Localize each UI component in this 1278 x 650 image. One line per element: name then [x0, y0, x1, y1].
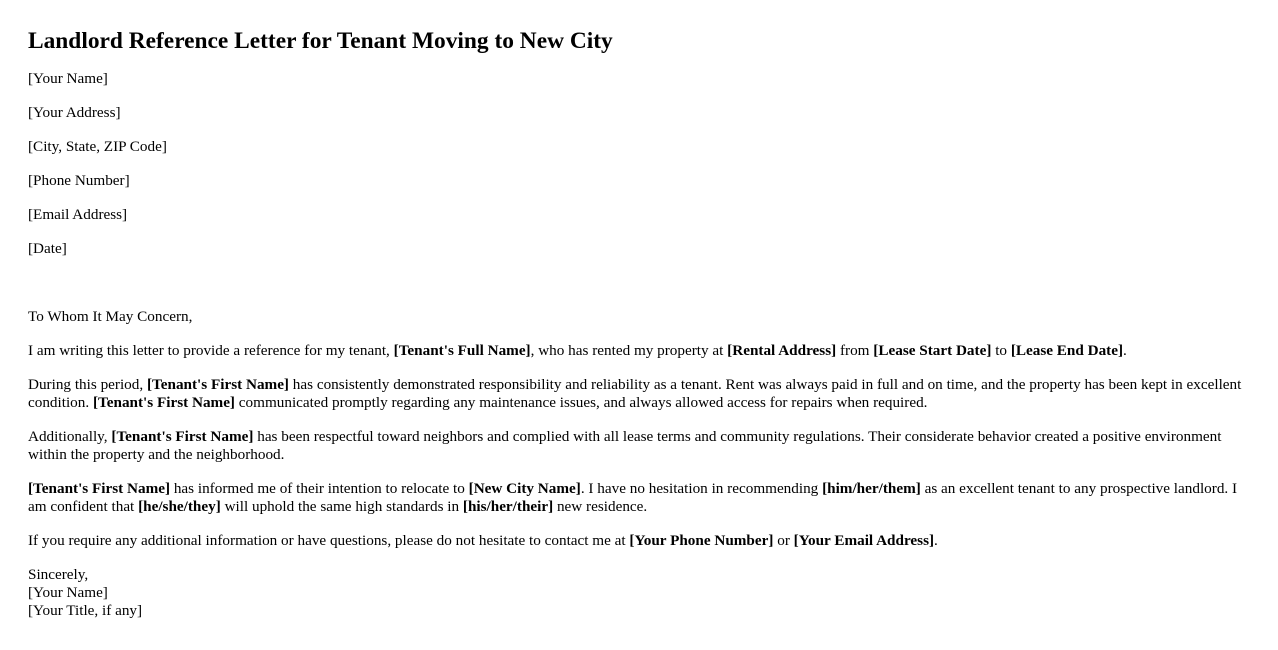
placeholder-tenant-first-name: [Tenant's First Name] — [28, 480, 171, 497]
paragraph-intro — [28, 342, 1250, 360]
paragraph-contact — [28, 532, 1250, 550]
placeholder-lease-end-date: [Lease End Date] — [1010, 342, 1124, 359]
text-run: If you require any additional information or have questions, please do not hesitate to contact me at — [28, 532, 630, 549]
paragraph-tenancy — [28, 376, 1250, 412]
paragraph-conduct — [28, 428, 1250, 464]
placeholder-tenant-full-name: [Tenant's Full Name] — [393, 342, 531, 359]
text-run: Additionally, — [28, 428, 112, 445]
text-run: to — [991, 342, 1011, 359]
placeholder-lease-start-date: [Lease Start Date] — [873, 342, 992, 359]
text-run: , who has rented my property at — [530, 342, 728, 359]
sender-name: [Your Name] — [28, 70, 108, 87]
letter-title: Landlord Reference Letter for Tenant Moving to New City — [28, 28, 613, 54]
text-run: or — [773, 532, 794, 549]
text-run: I am writing this letter to provide a reference for my tenant, — [28, 342, 394, 359]
placeholder-pronoun-subject: [he/she/they] — [138, 498, 221, 515]
placeholder-pronoun-object: [him/her/them] — [822, 480, 921, 497]
letter-body — [28, 308, 1250, 620]
sender-block — [28, 70, 1250, 258]
text-run: communicated promptly regarding any maintenance issues, and always allowed access for repairs when required. — [235, 394, 928, 411]
placeholder-pronoun-possessive: [his/her/their] — [462, 498, 554, 515]
signature-title: [Your Title, if any] — [28, 602, 143, 619]
placeholder-tenant-first-name: [Tenant's First Name] — [146, 376, 289, 393]
placeholder-tenant-first-name: [Tenant's First Name] — [92, 394, 235, 411]
letter-date: [Date] — [28, 240, 67, 257]
text-run: . — [1123, 342, 1127, 359]
text-run: as an excellent tenant to any prospective landlord. I am confident that — [28, 480, 1238, 515]
text-run: has been respectful toward neighbors and complied with all lease terms and community regulations. Their considerate behavior created a positive environment within the property and the neighborhood. — [28, 428, 1222, 463]
placeholder-your-phone-number: [Your Phone Number] — [629, 532, 774, 549]
text-run: During this period, — [28, 376, 147, 393]
text-run: from — [836, 342, 874, 359]
salutation: To Whom It May Concern, — [28, 308, 193, 325]
valediction: Sincerely, — [28, 566, 89, 583]
placeholder-tenant-first-name: [Tenant's First Name] — [111, 428, 254, 445]
sender-phone: [Phone Number] — [28, 172, 130, 189]
closing-block — [28, 566, 1250, 620]
placeholder-rental-address: [Rental Address] — [727, 342, 837, 359]
text-run: has consistently demonstrated responsibility and reliability as a tenant. Rent was always paid in full and on time, and the property has been kept in excellent condition. — [28, 376, 1242, 411]
sender-email: [Email Address] — [28, 206, 128, 223]
placeholder-your-email-address: [Your Email Address] — [793, 532, 935, 549]
paragraph-relocation — [28, 480, 1250, 516]
signature-name: [Your Name] — [28, 584, 108, 601]
placeholder-new-city-name: [New City Name] — [468, 480, 581, 497]
text-run: . I have no hesitation in recommending — [580, 480, 823, 497]
text-run: will uphold the same high standards in — [220, 498, 463, 515]
text-run: . — [934, 532, 938, 549]
text-run: new residence. — [553, 498, 648, 515]
sender-address: [Your Address] — [28, 104, 121, 121]
sender-city-state-zip: [City, State, ZIP Code] — [28, 138, 167, 155]
text-run: has informed me of their intention to relocate to — [170, 480, 469, 497]
